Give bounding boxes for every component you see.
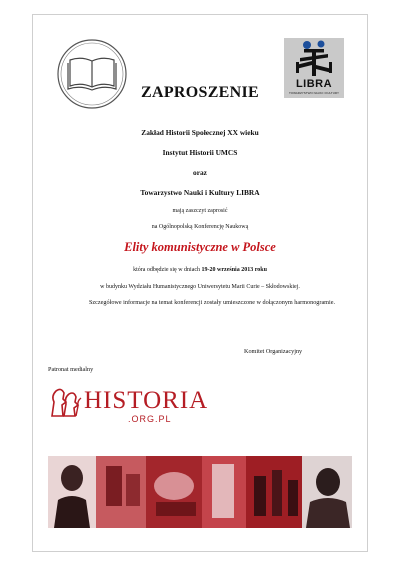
- organizer-line-1: Zakład Historii Społecznej XX wieku: [141, 128, 259, 137]
- libra-logo-subtext: TOWARZYSTWO NAUKI I KULTURY: [288, 91, 340, 95]
- date-prefix: która odbędzie się w dniach: [133, 267, 201, 273]
- historia-logo-text: HISTORIA: [84, 387, 209, 414]
- historical-photos-strip: [48, 456, 352, 528]
- invite-line: mają zaszczyt zaprosić: [172, 208, 228, 214]
- organizer-line-2: Instytut Historii UMCS: [162, 148, 238, 157]
- organizer-line-3: Towarzystwo Nauki i Kultury LIBRA: [140, 188, 260, 197]
- page-title: ZAPROSZENIE: [141, 84, 259, 101]
- historia-logo-domain: .ORG.PL: [128, 414, 172, 424]
- patron-label: Patronat medialny: [48, 366, 94, 373]
- conjunction-line: oraz: [193, 168, 207, 177]
- date-line: [0, 267, 400, 273]
- event-title: Elity komunistyczne w Polsce: [124, 240, 276, 254]
- libra-figure-icon: [284, 38, 344, 80]
- date-value: 19-20 września 2013 roku: [201, 267, 267, 273]
- venue-line: w budynku Wydziału Humanistycznego Uniwersytetu Marii Curie – Skłodowskiej.: [100, 284, 300, 290]
- libra-logo-text: LIBRA: [295, 78, 333, 90]
- conference-type-line: na Ogólnopolską Konferencję Naukową: [151, 224, 249, 230]
- signature: Komitet Organizacyjny: [244, 348, 303, 355]
- details-paragraph: Szczegółowe informacje na temat konferencji zostały umieszczone w dołączonym harmonogramie.: [88, 299, 336, 306]
